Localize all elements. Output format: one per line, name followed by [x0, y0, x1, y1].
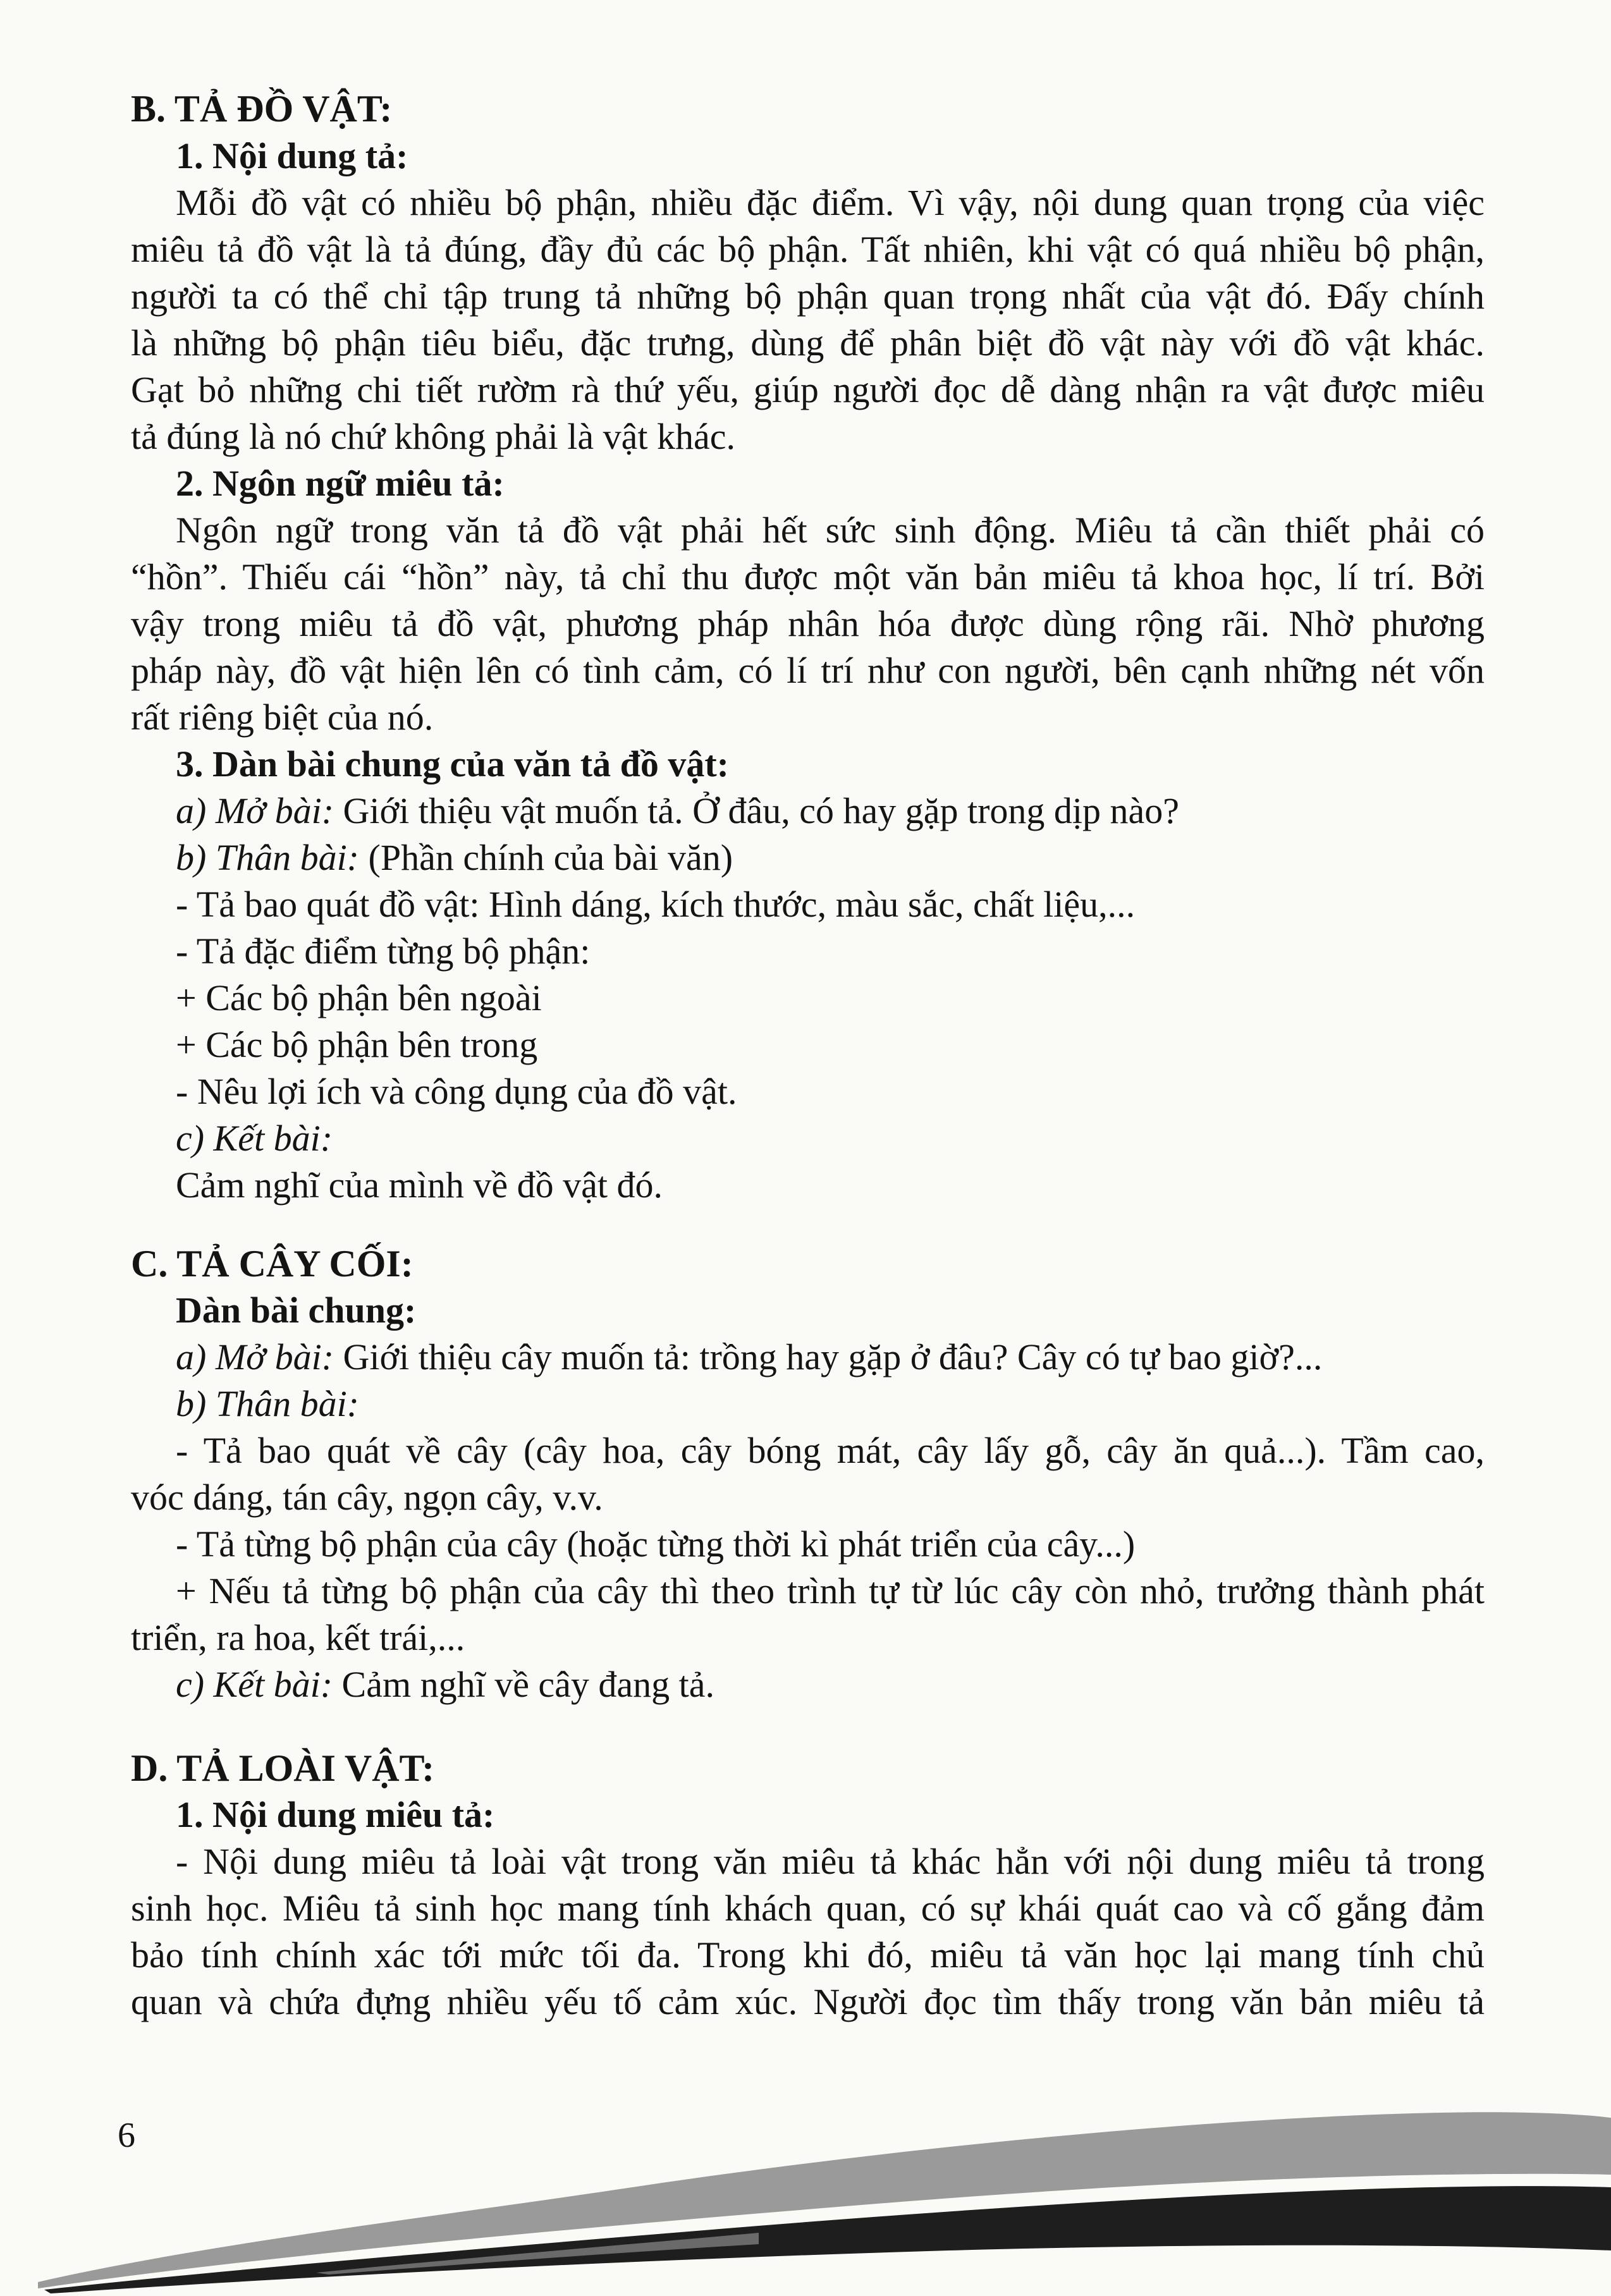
outline-text: Giới thiệu vật muốn tả. Ở đâu, có hay gặp trong dịp nào? — [334, 790, 1179, 831]
decorative-swoosh — [0, 2092, 1611, 2296]
paragraph-line: vậy trong miêu tả đồ vật, phương pháp nhân hóa được dùng rộng rãi. Nhờ phương — [131, 603, 1485, 644]
outline-item: + Các bộ phận bên trong — [176, 1024, 538, 1065]
section-b-title: B. TẢ ĐỒ VẬT: — [131, 88, 393, 130]
paragraph-line: quan và chứa đựng nhiều yếu tố cảm xúc. Người đọc tìm thấy trong văn bản miêu tả — [131, 1981, 1485, 2022]
paragraph-line: rất riêng biệt của nó. — [131, 697, 434, 738]
paragraph-line: + Nếu tả từng bộ phận của cây thì theo trình tự từ lúc cây còn nhỏ, trưởng thành phát — [176, 1570, 1485, 1611]
outline-item: - Nêu lợi ích và công dụng của đồ vật. — [176, 1071, 737, 1112]
paragraph-line: - Tả từng bộ phận của cây (hoặc từng thời kì phát triển của cây...) — [176, 1524, 1136, 1565]
outline-text: (Phần chính của bài văn) — [359, 837, 733, 878]
section-b-subheading-2: 2. Ngôn ngữ miêu tả: — [176, 463, 505, 504]
outline-item: + Các bộ phận bên ngoài — [176, 977, 542, 1018]
paragraph-line: “hồn”. Thiếu cái “hồn” này, tả chỉ thu được một văn bản miêu tả khoa học, lí trí. Bởi — [131, 556, 1485, 597]
section-b-subheading-1: 1. Nội dung tả: — [176, 135, 408, 176]
outline-conclusion — [176, 1661, 1611, 1708]
page-number: 6 — [118, 2116, 135, 2155]
paragraph-line: Gạt bỏ những chi tiết rườm rà thứ yếu, giúp người đọc dễ dàng nhận ra vật được miêu — [131, 369, 1485, 410]
section-c-subheading: Dàn bài chung: — [176, 1290, 417, 1331]
paragraph-line: người ta có thể chỉ tập trung tả những bộ phận quan trọng nhất của vật đó. Đấy chính — [131, 276, 1485, 317]
outline-label: a) Mở bài: — [176, 790, 334, 831]
outline-item: - Tả bao quát đồ vật: Hình dáng, kích thước, màu sắc, chất liệu,... — [176, 884, 1136, 925]
paragraph-line: - Tả bao quát về cây (cây hoa, cây bóng mát, cây lấy gỗ, cây ăn quả...). Tầm cao, — [176, 1430, 1485, 1471]
outline-conclusion-label — [176, 1115, 1611, 1162]
outline-body — [176, 834, 1611, 881]
paragraph-line: là những bộ phận tiêu biểu, đặc trưng, dùng để phân biệt đồ vật này với đồ vật khác. — [131, 322, 1485, 363]
paragraph-line: Mỗi đồ vật có nhiều bộ phận, nhiều đặc điểm. Vì vậy, nội dung quan trọng của việc — [176, 182, 1485, 223]
paragraph-line: pháp này, đồ vật hiện lên có tình cảm, có lí trí như con người, bên cạnh những nét vốn — [131, 650, 1485, 691]
section-d-subheading-1: 1. Nội dung miêu tả: — [176, 1794, 495, 1835]
paragraph-line: Ngôn ngữ trong văn tả đồ vật phải hết sức sinh động. Miêu tả cần thiết phải có — [176, 510, 1485, 551]
paragraph-line: sinh học. Miêu tả sinh học mang tính khách quan, có sự khái quát cao và cố gắng đảm — [131, 1888, 1485, 1929]
outline-label: a) Mở bài: — [176, 1336, 334, 1377]
outline-conclusion-text: Cảm nghĩ của mình về đồ vật đó. — [176, 1164, 663, 1206]
paragraph-line: tả đúng là nó chứ không phải là vật khác. — [131, 416, 735, 457]
outline-label: c) Kết bài: — [176, 1664, 333, 1705]
paragraph-line: - Nội dung miêu tả loài vật trong văn miêu tả khác hẳn với nội dung miêu tả trong — [176, 1841, 1485, 1882]
section-b-subheading-3: 3. Dàn bài chung của văn tả đồ vật: — [176, 743, 729, 785]
outline-body — [176, 1381, 1611, 1427]
section-c-title: C. TẢ CÂY CỐI: — [131, 1243, 413, 1285]
outline-label: b) Thân bài: — [176, 1383, 359, 1424]
outline-text: Giới thiệu cây muốn tả: trồng hay gặp ở đâu? Cây có tự bao giờ?... — [334, 1336, 1323, 1377]
paragraph-line: vóc dáng, tán cây, ngọn cây, v.v. — [131, 1477, 603, 1518]
paragraph-line: triển, ra hoa, kết trái,... — [131, 1617, 465, 1658]
outline-intro — [176, 1334, 1611, 1381]
outline-text: Cảm nghĩ về cây đang tả. — [333, 1664, 715, 1705]
paragraph-line: miêu tả đồ vật là tả đúng, đầy đủ các bộ phận. Tất nhiên, khi vật có quá nhiều bộ phận, — [131, 229, 1485, 270]
outline-intro — [176, 788, 1611, 834]
paragraph-line: bảo tính chính xác tới mức tối đa. Trong khi đó, miêu tả văn học lại mang tính chủ — [131, 1934, 1485, 1975]
section-d-title: D. TẢ LOÀI VẬT: — [131, 1747, 435, 1789]
outline-item: - Tả đặc điểm từng bộ phận: — [176, 931, 591, 972]
outline-label: b) Thân bài: — [176, 837, 359, 878]
outline-label: c) Kết bài: — [176, 1118, 333, 1159]
